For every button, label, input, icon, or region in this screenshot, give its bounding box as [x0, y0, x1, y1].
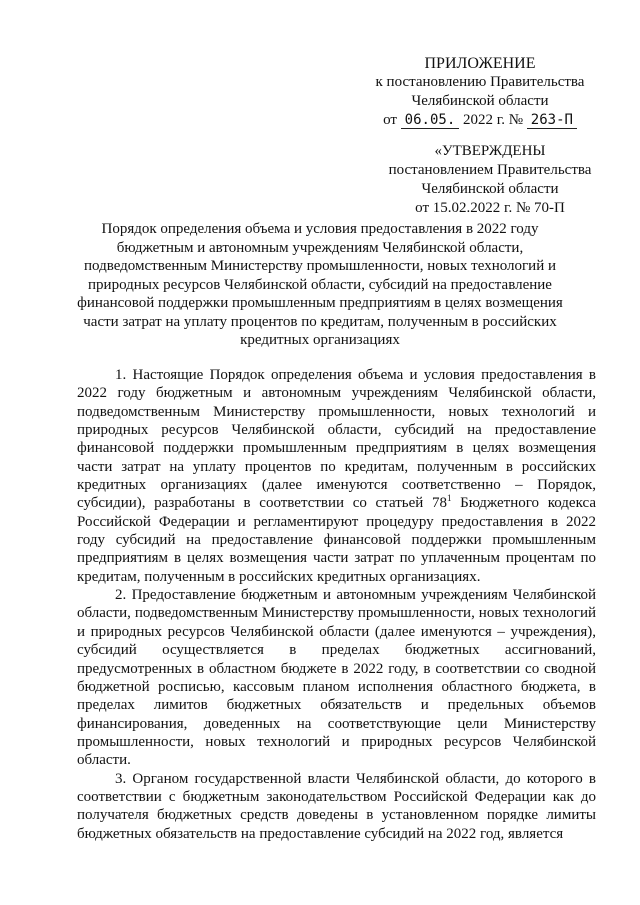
document-title [70, 220, 570, 350]
title-line: части затрат на уплату процентов по кредитам, полученным в российских [83, 313, 557, 330]
title-line: финансовой поддержки промышленным предприятиям в целях возмещения [77, 295, 563, 311]
title-line: природных ресурсов Челябинской области, субсидий на предоставление [88, 276, 552, 293]
appendix-line-2: Челябинской области [411, 93, 549, 109]
appendix-year: 2022 г. № [463, 112, 524, 128]
appendix-block [330, 54, 630, 130]
approved-block [350, 142, 630, 218]
approved-line-2: Челябинской области [421, 181, 559, 197]
paragraph-2: 2. Предоставление бюджетным и автономным учреждениям Челябинской области, подведомственным Министерству промышленности, новых технологий и природных ресурсов Челябинской области (далее именуются – учреждения), субсидий осуществляется в пределах бюджетных ассигнований, предусмотренных в областном бюджете в 2022 году, в соответствии со сводной бюджетной росписью, кассовым планом исполнения областного бюджета, в пределах лимитов бюджетных обязательств и предельных объемов финансирования, доведенных на соответствующие цели Министерству промышленности, новых технологий и природных ресурсов Челябинской области. [77, 587, 596, 769]
appendix-date: 06.05. [401, 112, 460, 129]
title-line: бюджетным и автономным учреждениям Челябинской области, [116, 239, 524, 256]
title-line: кредитных организациях [240, 332, 400, 348]
paragraph-1 [77, 366, 596, 586]
appendix-number: 263-П [527, 112, 577, 129]
appendix-line-1: к постановлению Правительства [375, 74, 585, 90]
approved-line-3: от 15.02.2022 г. № 70-П [415, 200, 565, 216]
document-body [77, 366, 596, 843]
appendix-order-line [330, 111, 630, 130]
approved-line-1: постановлением Правительства [388, 162, 592, 178]
title-line: подведомственным Министерству промышленности, новых технологий и [83, 258, 556, 274]
title-line: Порядок определения объема и условия предоставления в 2022 году [101, 221, 539, 237]
approved-title: «УТВЕРЖДЕНЫ [434, 143, 546, 159]
paragraph-1-part-a: 1. Настоящие Порядок определения объема и условия предоставления в 2022 году бюджетным и автономным учреждениям Челябинской области, подведомственным Министерству промышленности, новых технологий и природных ресурсов Челябинской области, субсидий на предоставление финансовой поддержки промышленным предприятиям в целях возмещения части затрат на уплату процентов по кредитам, полученным в российских кредитных организациях (далее именуются соответственно – Порядок, субсидии), разработаны в соответствии со статьей 78 [77, 367, 596, 512]
paragraph-3: 3. Органом государственной власти Челябинской области, до которого в соответствии с бюджетным законодательством Российской Федерации как до получателя бюджетных средств доведены в установленном порядке лимиты бюджетных обязательств на предоставление субсидий на 2022 год, является [77, 770, 596, 842]
appendix-title: ПРИЛОЖЕНИЕ [424, 55, 536, 72]
footnote-superscript: 1 [446, 493, 452, 504]
appendix-from: от [383, 112, 397, 128]
paragraph-1-part-b: Бюджетного кодекса Российской Федерации и регламентируют процедуру предоставления в 2022 году субсидий на предоставление финансовой поддержки промышленным предприятиям в целях возмещения части затрат по уплаченным процентам по кредитам, полученным в российских кредитных организациях. [77, 495, 597, 585]
